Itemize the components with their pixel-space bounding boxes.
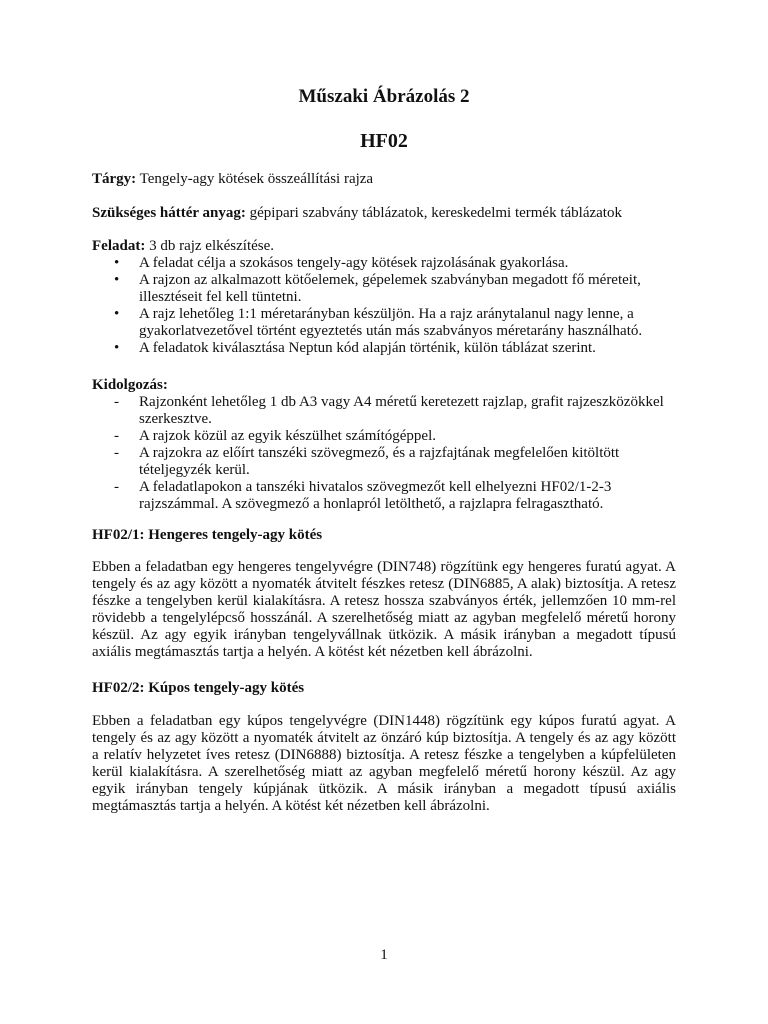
hf1-paragraph: Ebben a feladatban egy hengeres tengelyvégre (DIN748) rögzítünk egy hengeres furatú agyat. A tengely és az agy között a nyomaték átvitelt fészkes retesz (DIN6885, A alak) biztosítja. A retesz fészke a tengelyben kerül kialakításra. A retesz hossza szabványos érték, jellemzően 10 mm-rel rövidebb a tengelylépcső hosszánál. A szerelhetőség miatt az agyban megfelelő méretű horony készül. Az agy egyik irányban tengelyvállnak ütközik. A másik irányban a megadott típusú axiális megtámasztás tartja a helyén. A kötést két nézetben kell ábrázolni.	[92, 559, 676, 660]
list-item-text: A rajzok közül az egyik készülhet számítógéppel.	[139, 428, 436, 444]
dash-marker: -	[114, 445, 119, 461]
background-material-label: Szükséges háttér anyag:	[92, 205, 246, 221]
bullet-marker: •	[114, 306, 120, 322]
list-item-text: A rajzokra az előírt tanszéki szövegmező, és a rajzfajtának megfelelően kitöltött tételjegyzék kerül.	[139, 445, 620, 478]
list-item	[92, 306, 676, 340]
list-item-text: A rajzon az alkalmazott kötőelemek, gépelemek szabványban megadott fő méreteit, illesztéseit fel kell tüntetni.	[139, 272, 641, 305]
hf2-paragraph: Ebben a feladatban egy kúpos tengelyvégre (DIN1448) rögzítünk egy kúpos furatú agyat. A tengely és az agy között a nyomaték átvitelt az önzáró kúp biztosítja. A tengely és az agy között a relatív helyzetet íves retesz (DIN6888) biztosítja. A retesz fészke a tengelyben a kúpfelületen kerül kialakításra. A szerelhetőség miatt az agyban megfelelő méretű horony készül. Az agy egyik irányban tengely kúpjának ütközik. A másik irányban a megadott típusú axiális megtámasztás tartja a helyén. A kötést két nézetben kell ábrázolni.	[92, 713, 676, 814]
task-label: Feladat:	[92, 238, 146, 254]
elaboration-section	[92, 377, 676, 513]
dash-marker: -	[114, 428, 119, 444]
dash-marker: -	[114, 479, 119, 495]
elaboration-label: Kidolgozás:	[92, 377, 168, 393]
list-item	[92, 479, 676, 513]
bullet-marker: •	[114, 340, 120, 356]
list-item	[92, 394, 676, 428]
hf2-heading: HF02/2: Kúpos tengely-agy kötés	[92, 680, 305, 696]
subject-value: Tengely-agy kötések összeállítási rajza	[136, 171, 374, 187]
subject-line	[92, 171, 676, 188]
dash-marker: -	[114, 394, 119, 410]
list-item	[92, 255, 676, 272]
task-section	[92, 238, 676, 357]
subject-label: Tárgy:	[92, 171, 137, 187]
list-item-text: A feladatok kiválasztása Neptun kód alapján történik, külön táblázat szerint.	[139, 340, 596, 356]
elaboration-dash-list	[92, 394, 676, 513]
background-material-value: gépipari szabvány táblázatok, kereskedelmi termék táblázatok	[245, 205, 622, 221]
page-number: 1	[380, 947, 388, 963]
bullet-marker: •	[114, 272, 120, 288]
document-title: Műszaki Ábrázolás 2	[298, 86, 470, 107]
hf1-heading: HF02/1: Hengeres tengely-agy kötés	[92, 527, 323, 543]
list-item	[92, 445, 676, 479]
list-item-text: A feladatlapokon a tanszéki hivatalos szövegmezőt kell elhelyezni HF02/1-2-3 rajzszámmal. A szövegmező a honlapról letölthető, a rajzlapra felragasztható.	[139, 479, 612, 512]
document-subtitle: HF02	[360, 130, 408, 152]
list-item	[92, 272, 676, 306]
list-item	[92, 428, 676, 445]
task-value: 3 db rajz elkészítése.	[145, 238, 275, 254]
list-item	[92, 340, 676, 357]
background-material-line	[92, 205, 676, 222]
list-item-text: Rajzonként lehetőleg 1 db A3 vagy A4 méretű keretezett rajzlap, grafit rajzeszközökkel szerkesztve.	[139, 394, 664, 427]
task-bullet-list	[92, 255, 676, 357]
bullet-marker: •	[114, 255, 120, 271]
task-line	[92, 238, 676, 255]
list-item-text: A rajz lehetőleg 1:1 méretarányban készüljön. Ha a rajz aránytalanul nagy lenne, a gyakorlatvezetővel történt egyeztetés után más szabványos méretarány használható.	[139, 306, 643, 339]
list-item-text: A feladat célja a szokásos tengely-agy kötések rajzolásának gyakorlása.	[139, 255, 569, 271]
